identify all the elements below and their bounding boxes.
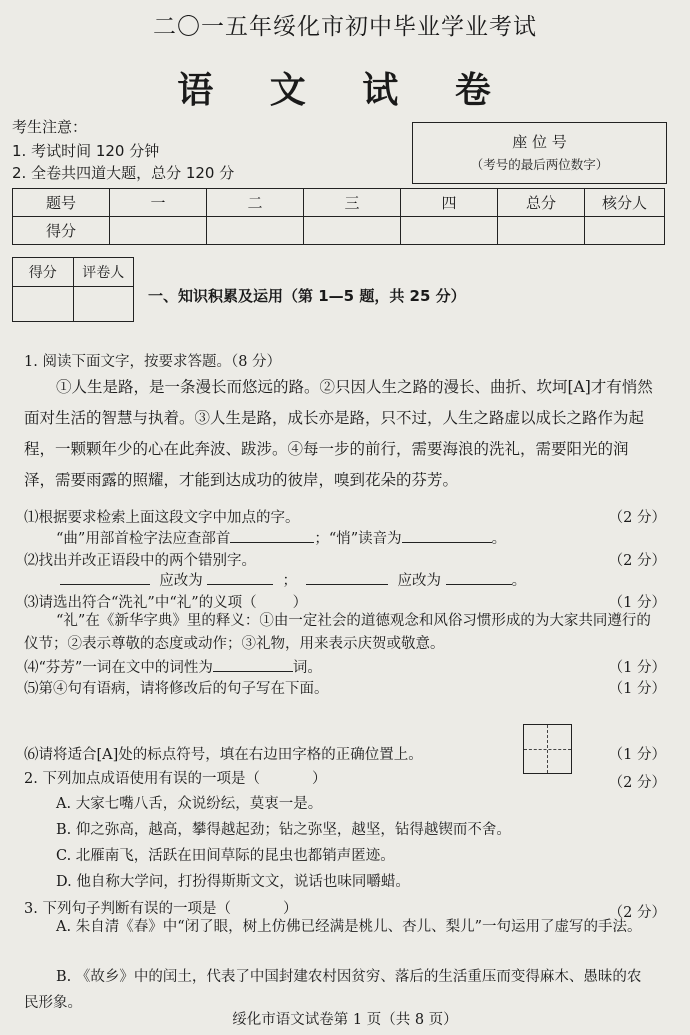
- grader-name-label: 评卷人: [73, 258, 134, 287]
- q2-points: （2 分）: [608, 775, 666, 791]
- score-row-label: 得分: [13, 217, 110, 245]
- score-header-cell: 一: [110, 189, 207, 217]
- answer-blank[interactable]: [60, 584, 150, 585]
- q1-sub5-points: （1 分）: [608, 681, 666, 697]
- q1-sub1-text-b: ；“悄”读音为: [314, 531, 402, 547]
- score-input-cell[interactable]: [304, 217, 401, 245]
- notice-item: 1. 考试时间 120 分钟: [12, 142, 160, 160]
- score-header-cell: 二: [207, 189, 304, 217]
- q1-sub2-end: 。: [511, 573, 527, 589]
- q1-sub1: ⑴根据要求检索上面这段文字中加点的字。: [24, 510, 300, 526]
- q1-sub2: ⑵找出并改正语段中的两个错别字。: [24, 553, 256, 569]
- grader-table: [12, 257, 134, 322]
- q2-stem: [24, 767, 326, 788]
- q1-sub6: ⑹请将适合[A]处的标点符号，填在右边田字格的正确位置上。: [24, 747, 423, 763]
- q2-stem-text: 2. 下列加点成语使用有误的一项是（: [24, 771, 260, 787]
- q1-sub3-text: ⑶请选出符合“洗礼”中“礼”的义项（: [24, 595, 257, 611]
- q1-sub1-text-a: “曲”用部首检字法应查部首: [56, 531, 231, 547]
- q3-points: （2 分）: [608, 905, 666, 921]
- seat-number-box[interactable]: [412, 122, 667, 184]
- grader-score-label: 得分: [13, 258, 74, 287]
- score-header-cell: 核分人: [585, 189, 665, 217]
- answer-blank[interactable]: [402, 542, 492, 543]
- q1-sub5-answer-area[interactable]: [24, 700, 514, 722]
- answer-blank[interactable]: [306, 584, 388, 585]
- q1-sub4-end: 词。: [292, 660, 322, 676]
- q1-sub4: [24, 656, 322, 677]
- q2-option-c: C. 北雁南飞，活跃在田间草际的昆虫也都销声匿迹。: [56, 848, 395, 864]
- q2-stem-close: ）: [311, 771, 327, 787]
- q1-sub3-close: ）: [292, 595, 308, 611]
- q1-sub4-text: ⑷“芬芳”一词在文中的词性为: [24, 660, 213, 676]
- score-input-cell[interactable]: [585, 217, 665, 245]
- q1-passage: ①人生是路，是一条漫长而悠远的路。②只因人生之路的漫长、曲折、坎坷[A]才有悄然面对生活的智慧与执着。③人生是路，成长亦是路，只不过，人生之路虚以成长之路作为起程，一颗颗年少的心在此奔波、跋涉。④每一步的前行，需要海浪的洗礼，需要阳光的润泽，需要雨露的照耀，才能到达成功的彼岸，嗅到花朵的芬芳。: [24, 378, 653, 489]
- section-title: 一、知识积累及运用（第 1—5 题，共 25 分）: [148, 287, 466, 305]
- answer-blank[interactable]: [207, 584, 273, 585]
- q2-option-b: B. 仰之弥高，越高，攀得越起劲；钻之弥坚，越坚，钻得越锲而不舍。: [56, 822, 511, 838]
- q3-option-b: B. 《故乡》中的闰土，代表了中国封建农村因贫穷、落后的生活重压而变得麻木、愚昧的农民形象。: [24, 969, 642, 1011]
- q3-option-a: A. 朱自清《春》中“闭了眼，树上仿佛已经满是桃儿、杏儿、梨儿”一句运用了虚写的手法。: [56, 919, 642, 935]
- exam-title: 二〇一五年绥化市初中毕业学业考试: [153, 14, 537, 40]
- page-footer: 绥化市语文试卷第 1 页（共 8 页）: [232, 1012, 458, 1028]
- answer-blank[interactable]: [446, 584, 512, 585]
- q1-stem: 1. 阅读下面文字，按要求答题。（8 分）: [24, 354, 282, 370]
- notice-heading: 考生注意：: [12, 118, 88, 136]
- tianzige-grid[interactable]: [523, 724, 572, 774]
- score-header-cell: 题号: [13, 189, 110, 217]
- q1-sub3-definition: “礼”在《新华字典》里的释义：①由一定社会的道德观念和风俗习惯形成的为大家共同遵行的仪节；②表示尊敬的态度或动作；③礼物，用来表示庆贺或敬意。: [24, 613, 651, 652]
- score-input-cell[interactable]: [498, 217, 585, 245]
- notice-item: 2. 全卷共四道大题，总分 120 分: [12, 164, 235, 182]
- q2-option-d: D. 他自称大学问，打扮得斯斯文文，说话也味同嚼蜡。: [56, 874, 410, 890]
- q3-stem-close: ）: [282, 901, 298, 917]
- q1-sub2-fix2: 应改为: [397, 573, 441, 589]
- q2-option-a: A. 大家七嘴八舌，众说纷纭，莫衷一是。: [56, 796, 323, 812]
- q1-sub3-points: （1 分）: [608, 595, 666, 611]
- q1-sub2-line: [60, 569, 526, 590]
- q1-sub1-text-c: 。: [491, 531, 507, 547]
- q1-sub6-points: （1 分）: [608, 747, 666, 763]
- q1-sub2-points: （2 分）: [608, 553, 666, 569]
- q1-sub1-points: （2 分）: [608, 510, 666, 526]
- seat-number-title: 座 位 号: [512, 133, 567, 151]
- q1-sub3: [24, 591, 307, 612]
- q1-sub2-sep: ；: [282, 573, 298, 589]
- answer-blank[interactable]: [213, 671, 293, 672]
- score-input-cell[interactable]: [207, 217, 304, 245]
- score-table: [12, 188, 665, 245]
- answer-blank[interactable]: [230, 542, 314, 543]
- score-header-cell: 三: [304, 189, 401, 217]
- grader-name-cell[interactable]: [73, 287, 134, 322]
- paper-title: 语 文 试 卷: [177, 69, 513, 111]
- grid-line: [524, 749, 571, 750]
- score-header-cell: 总分: [498, 189, 585, 217]
- seat-number-note: （考号的最后两位数字）: [470, 157, 609, 172]
- score-input-cell[interactable]: [110, 217, 207, 245]
- q1-sub5: ⑸第④句有语病，请将修改后的句子写在下面。: [24, 681, 329, 697]
- grader-score-cell[interactable]: [13, 287, 74, 322]
- q3-stem-text: 3. 下列句子判断有误的一项是（: [24, 901, 231, 917]
- q1-sub2-fix1: 应改为: [159, 573, 203, 589]
- score-header-cell: 四: [401, 189, 498, 217]
- score-input-cell[interactable]: [401, 217, 498, 245]
- q1-sub1-line: [56, 527, 506, 548]
- q1-sub4-points: （1 分）: [608, 660, 666, 676]
